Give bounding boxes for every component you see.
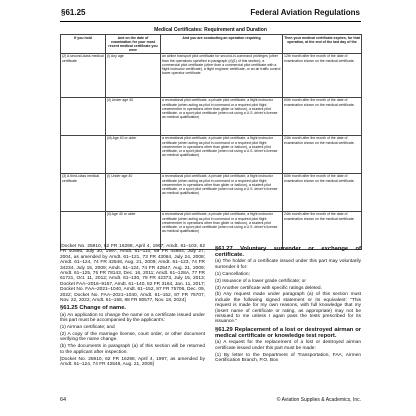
table-cell: an airline transport pilot certificate for second-in-command privileges (other than the operations specified in paragraph (d)(1) of this section), a commercial pilot certificate (other than a commercial pilot certificate with a flight instructor certificate), a flight engineer certificate, or an air traffic control tower operator certificate xyxy=(161,53,283,97)
table-cell: (ii) Age 40 or older xyxy=(106,211,161,249)
table-cell: 24th month after the month of the date of examination shown on the medical certificate. xyxy=(283,211,362,249)
table-cell: (2) A second-class medical certificate xyxy=(61,53,106,97)
paragraph: (b) Any request made under paragraph (a) of this section must include the following signed statement or its equivalent: "This request is made for my own reasons, with full knowledge that my (insert name of certificate or rating, as appropriate) may not be reissued to me unless I again pass the tests prescribed for its issuance." xyxy=(215,292,361,325)
table-cell: a recreational pilot certificate, a private pilot certificate, a flight instructor certificate (when acting as pilot in command or a required pilot flight crewmember in operations other than glider or balloon), a student pilot certificate, or a sport pilot certificate (when not using a U.S. driver's license as medical qualification) xyxy=(161,97,283,135)
docket-citation: [Docket No. 25910, 62 FR 16298, April 4, 1997, as amended by Amdt. 61–124, 74 FR 42548, Aug. 21, 2009] xyxy=(60,356,205,367)
table-row xyxy=(61,97,362,135)
table-cell: (iii) Age 40 or older xyxy=(106,135,161,173)
paragraph: (1) Airman certificate; and xyxy=(60,324,115,330)
table-cell: (i) Under age 40 xyxy=(106,173,161,211)
section-heading: §61.27 Voluntary surrender or exchange of certificate. xyxy=(215,246,361,259)
table-title: Medical Certificates: Requirement and Duration xyxy=(154,27,267,33)
table-cell: a recreational pilot certificate, a private pilot certificate, a flight instructor certificate (when acting as pilot in command or a required pilot flight crewmember in operations other than glider or balloon), a student pilot certificate, or a sport pilot certificate (when not using a U.S. driver's license as medical qualification) xyxy=(161,173,283,211)
paragraph: (2) A copy of the marriage license, court order, or other document verifying the name change. xyxy=(60,331,205,343)
header-section-number: §61.25 xyxy=(61,8,86,17)
paragraph: (2) Issuance of a lower grade certificate; or xyxy=(215,278,306,284)
docket-citation: [Docket No. 25910, 62 FR 16298, April 4, 1997; Amdt. 61–103, 62 FR 40895, July 30, 1997; Amdt. 61–110, 69 FR 44864, July 27, 2004, as amended by Amdt. 61–121, 73 FR 43064, July 24, 2008; Amdt. 61–124, 74 FR 42548, Aug. 21, 2009; Amdt. 61–123, 74 FR 34234, July 15, 2009; Amdt. 61–124, 74 FR 42547, Aug. 21, 2009; Amdt. 61–125, 75 FR 78143, Dec. 16, 2011; Amdt. 61–128A, 77 FR 61721, Oct. 11, 2012; Amdt. 61–130, 78 FR 42373, July 15, 2013; Docket FAA–2016–9157, Amdt. 61–140, 82 FR 3164, Jan. 11, 2017; Docket No. FAA–2021–1040, Amdt. 61–152, 87 FR 75706, Dec. 09, 2022; Docket No. FAA–2021–1040, Amdt. 61–152, 87 FR 75707, Nov. 22, 2022; Amdt. 61–158, 88 FR 80577, Nov. 18, 2024] xyxy=(60,244,205,304)
table-cell: (i) Any age xyxy=(106,53,161,97)
table-cell: (ii) Under age 40 xyxy=(106,97,161,135)
paragraph: (1) Cancellation; xyxy=(215,271,250,277)
paragraph: (a) The holder of a certificate issued under this part may voluntarily surrender it for: xyxy=(215,259,361,270)
table-cell xyxy=(61,135,106,173)
table-cell xyxy=(61,97,106,135)
left-column xyxy=(60,244,205,369)
section-heading: §61.25 Change of name. xyxy=(60,305,127,312)
paragraph: (a) A request for the replacement of a lost or destroyed airman certificate issued under this part must be made: xyxy=(215,340,361,351)
paragraph: (a) An application to change the name on a certificate issued under this part must be accompanied by the applicant's: xyxy=(60,312,205,324)
right-column xyxy=(215,244,361,365)
table-row xyxy=(61,173,362,211)
table-cell: 60th month after the month of the date of examination shown on the medical certificate. xyxy=(283,97,362,135)
document-page xyxy=(60,7,361,409)
page-number: 64 xyxy=(60,397,67,403)
header-cell: Then your medical certificate expires, for that operation, at the end of the last day of the xyxy=(283,35,362,54)
medical-certificate-table xyxy=(60,34,362,250)
paragraph: (3) Another certificate with specific ratings deleted. xyxy=(215,285,322,291)
table-cell: a recreational pilot certificate, a private pilot certificate, a flight instructor certificate (when acting as pilot in command or a required pilot flight crewmember in operations other than glider or balloon), a student pilot certificate, or a sport pilot certificate (when not using a U.S. driver's license as medical qualification) xyxy=(161,211,283,249)
paragraph: (1) By letter to the Department of Transportation, FAA, Airmen Certification Branch, P.O. Box xyxy=(215,352,361,363)
header-cell: If you hold xyxy=(61,35,106,54)
paragraph: (b) The documents in paragraph (a) of this section will be returned to the applicant after inspection. xyxy=(60,344,205,355)
table-cell: (3) A third-class medical certificate xyxy=(61,173,106,211)
header-title: Federal Aviation Regulations xyxy=(250,8,360,17)
table-cell: a recreational pilot certificate, a private pilot certificate, a flight instructor certificate (when acting as pilot in command or a required pilot flight crewmember in operations other than glider or balloon), a student pilot certificate, or a sport pilot certificate (when not using a U.S. driver's license as medical qualification) xyxy=(161,135,283,173)
table-cell: 24th month after the month of the date of examination shown on the medical certificate. xyxy=(283,135,362,173)
table-header-row xyxy=(61,35,362,54)
page-footer xyxy=(60,397,361,407)
header-cell: And you are conducting an operation requiring xyxy=(161,35,283,54)
table-row xyxy=(61,53,362,97)
copyright-notice: © Aviation Supplies & Academics, Inc. xyxy=(276,397,361,403)
table-cell: 60th month after the month of the date of examination shown on the medical certificate. xyxy=(283,173,362,211)
table-cell: 12th month after the month of the date of examination shown on the medical certificate. xyxy=(283,53,362,97)
running-header xyxy=(60,7,361,22)
table-row xyxy=(61,135,362,173)
header-cell: And on the date of examination for your most recent medical certificate you were xyxy=(106,35,161,54)
section-heading: §61.29 Replacement of a lost or destroyed airman or medical certificate or knowledge test report. xyxy=(215,326,361,340)
